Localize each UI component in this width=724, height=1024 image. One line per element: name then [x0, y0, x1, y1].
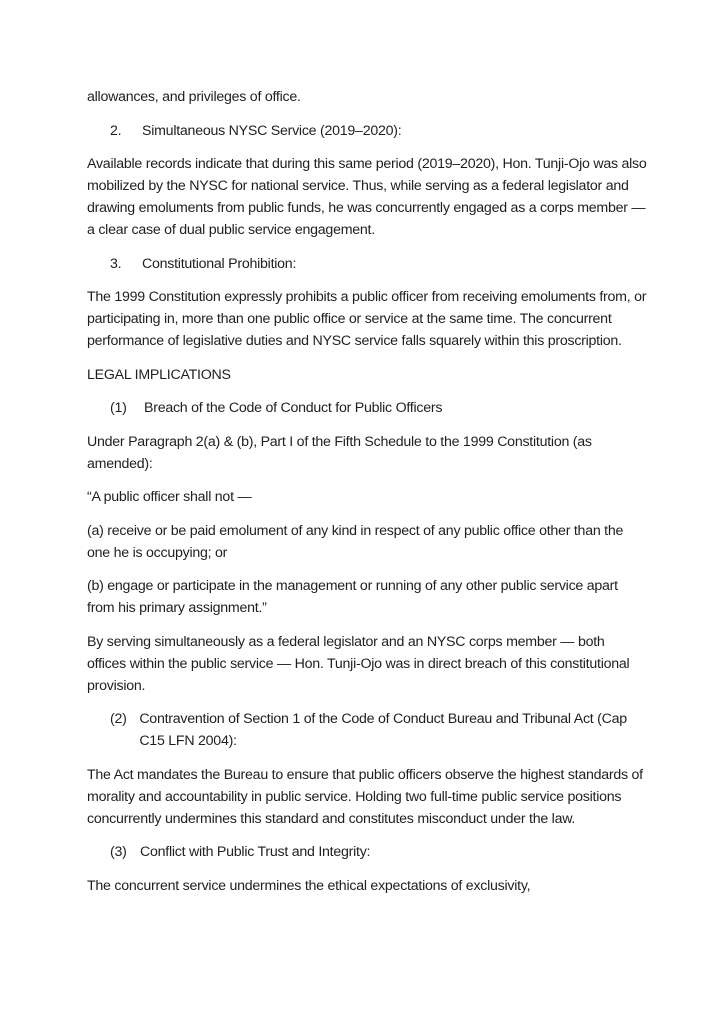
quote-clause-b: (b) engage or participate in the management or running of any other public service apart from his primary assignment.”: [87, 578, 618, 616]
item-title: Conflict with Public Trust and Integrity:: [140, 844, 371, 860]
quote-clause-a: (a) receive or be paid emolument of any kind in respect of any public office other than the one he is occupying; or: [87, 522, 624, 561]
paragraph-direct-breach: By serving simultaneously as a federal legislator and an NYSC corps member — both offices within the public service — Hon. Tunji-Ojo was in direct breach of this constitutional provision.: [87, 633, 630, 694]
item-title: Breach of the Code of Conduct for Public Officers: [144, 400, 443, 416]
item-number: (2): [110, 711, 127, 727]
paragraph-continuation: allowances, and privileges of office.: [87, 89, 301, 105]
quote-opening: “A public officer shall not —: [87, 489, 252, 505]
numbered-item-3: [87, 253, 647, 275]
document-page: [87, 86, 647, 908]
paragraph-nysc-records: Available records indicate that during this same period (2019–2020), Hon. Tunji-Ojo was also mobilized by the NYSC for national service. Thus, while serving as a federal legislator and drawing emoluments from public funds, he was concurrently engaged as a corps member — a clear case of dual public service engagement.: [87, 156, 647, 238]
item-number: (3): [110, 844, 127, 860]
paragraph-under-paragraph: Under Paragraph 2(a) & (b), Part I of the Fifth Schedule to the 1999 Constitution (as amended):: [87, 433, 592, 472]
item-title: Constitutional Prohibition:: [142, 255, 297, 272]
numbered-item-1-paren: [87, 397, 647, 419]
paragraph-act-mandates: The Act mandates the Bureau to ensure that public officers observe the highest standards of morality and accountability in public service. Holding two full-time public service positions concurrently undermines this standard and constitutes misconduct under the law.: [87, 766, 643, 827]
item-title: Contravention of Section 1 of the Code of Conduct Bureau and Tribunal Act (Cap C15 LFN 2004):: [139, 711, 627, 749]
item-title: Simultaneous NYSC Service (2019–2020):: [142, 122, 402, 139]
section-heading-legal-implications: LEGAL IMPLICATIONS: [87, 366, 231, 383]
paragraph-constitution: The 1999 Constitution expressly prohibits a public officer from receiving emoluments from, or participating in, more than one public office or service at the same time. The concurrent performance of legislative duties and NYSC service falls squarely within this proscription.: [87, 289, 647, 349]
item-number: (1): [110, 400, 127, 416]
item-number: 3.: [110, 255, 122, 272]
item-number: 2.: [110, 122, 122, 139]
numbered-item-2: [87, 120, 647, 142]
numbered-item-2-paren: [87, 708, 647, 752]
numbered-item-3-paren: [87, 841, 647, 863]
paragraph-concurrent-service: The concurrent service undermines the ethical expectations of exclusivity,: [87, 877, 531, 894]
